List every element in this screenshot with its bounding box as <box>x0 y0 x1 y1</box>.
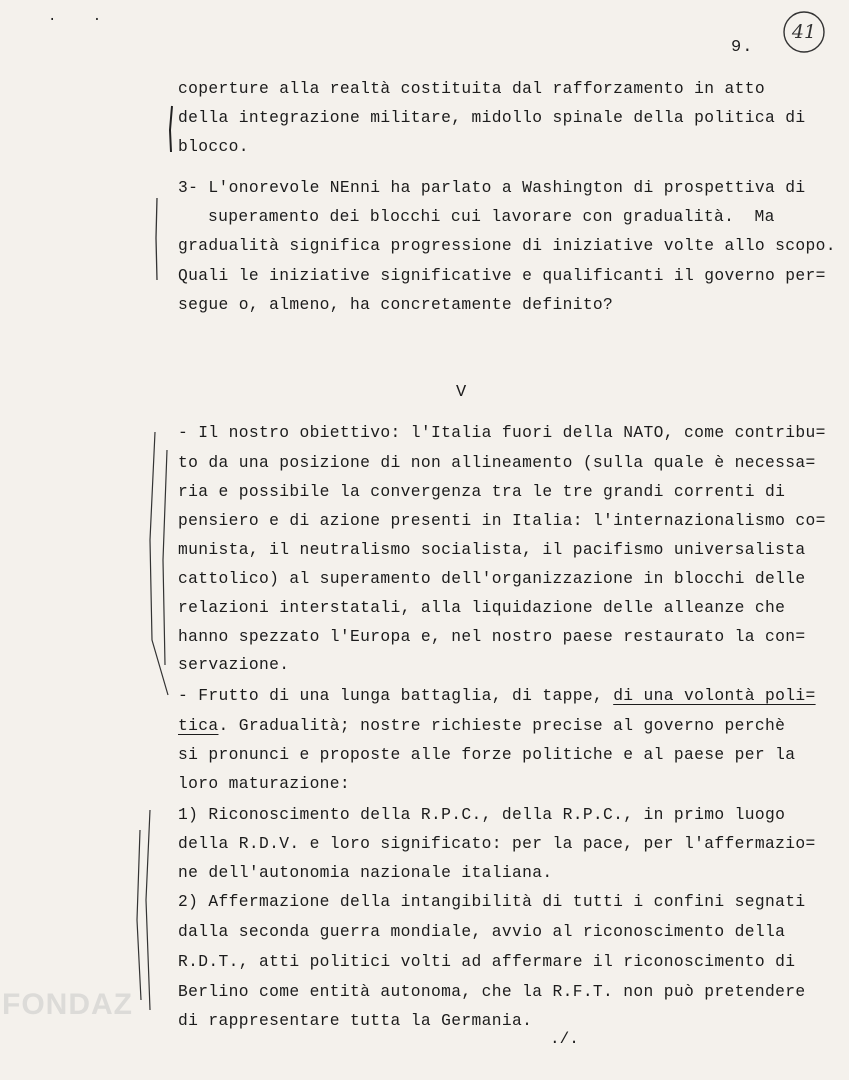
text-line: R.D.T., atti politici volti ad affermare il riconoscimento di <box>178 952 796 971</box>
text-line: 1) Riconoscimento della R.P.C., della R.P.C., in primo luogo <box>178 805 786 824</box>
margin-bracket-5 <box>146 810 150 1010</box>
text-line: - Il nostro obiettivo: l'Italia fuori della NATO, come contribu= <box>178 423 826 442</box>
text-line: dalla seconda guerra mondiale, avvio al riconoscimento della <box>178 922 786 941</box>
text-line: blocco. <box>178 137 249 156</box>
text-line: hanno spezzato l'Europa e, nel nostro paese restaurato la con= <box>178 627 806 646</box>
text-line: ne dell'autonomia nazionale italiana. <box>178 863 553 882</box>
text-line: Berlino come entità autonoma, che la R.F.T. non può pretendere <box>178 982 806 1001</box>
underlined-text: tica <box>178 716 219 735</box>
text-line <box>178 716 785 735</box>
text-line <box>178 686 816 705</box>
text-line: loro maturazione: <box>178 774 351 793</box>
text-fragment: . Gradualità; nostre richieste precise al governo perchè <box>218 716 786 735</box>
margin-bracket-4 <box>163 450 167 665</box>
continuation-mark: ./. <box>550 1030 579 1048</box>
margin-bracket-1 <box>170 106 172 152</box>
text-line: pensiero e di azione presenti in Italia: l'internazionalismo co= <box>178 511 826 530</box>
text-line: di rappresentare tutta la Germania. <box>178 1011 533 1030</box>
text-line: Quali le iniziative significative e qualificanti il governo per= <box>178 266 826 285</box>
text-line: 2) Affermazione della intangibilità di tutti i confini segnati <box>178 892 806 911</box>
text-line: munista, il neutralismo socialista, il pacifismo universalista <box>178 540 806 559</box>
text-fragment: - Frutto di una lunga battaglia, di tappe, <box>178 686 614 705</box>
margin-bracket-6 <box>137 830 141 1000</box>
text-line: si pronunci e proposte alle forze politiche e al paese per la <box>178 745 796 764</box>
text-line: segue o, almeno, ha concretamente definito? <box>178 295 614 314</box>
text-line: cattolico) al superamento dell'organizzazione in blocchi delle <box>178 569 806 588</box>
text-line: 3- L'onorevole NEnni ha parlato a Washington di prospettiva di <box>178 178 806 197</box>
text-line: della R.D.V. e loro significato: per la pace, per l'affermazio= <box>178 834 816 853</box>
page-number: 9. <box>731 38 754 57</box>
text-line: superamento dei blocchi cui lavorare con gradualità. Ma <box>208 207 775 226</box>
text-line: ria e possibile la convergenza tra le tre grandi correnti di <box>178 482 786 501</box>
corner-dots: · · <box>48 12 116 28</box>
text-line: relazioni interstatali, alla liquidazione delle alleanze che <box>178 598 786 617</box>
watermark: FONDAZ <box>2 988 133 1021</box>
text-line: servazione. <box>178 655 290 674</box>
underlined-text: di una volontà poli= <box>613 686 816 705</box>
text-line: coperture alla realtà costituita dal rafforzamento in atto <box>178 79 765 98</box>
archive-number: 41 <box>791 21 817 43</box>
text-line: gradualità significa progressione di iniziative volte allo scopo. <box>178 236 836 255</box>
section-heading: V <box>456 383 467 402</box>
text-line: to da una posizione di non allineamento (sulla quale è necessa= <box>178 453 816 472</box>
margin-bracket-2 <box>156 198 157 280</box>
text-line: della integrazione militare, midollo spinale della politica di <box>178 108 806 127</box>
